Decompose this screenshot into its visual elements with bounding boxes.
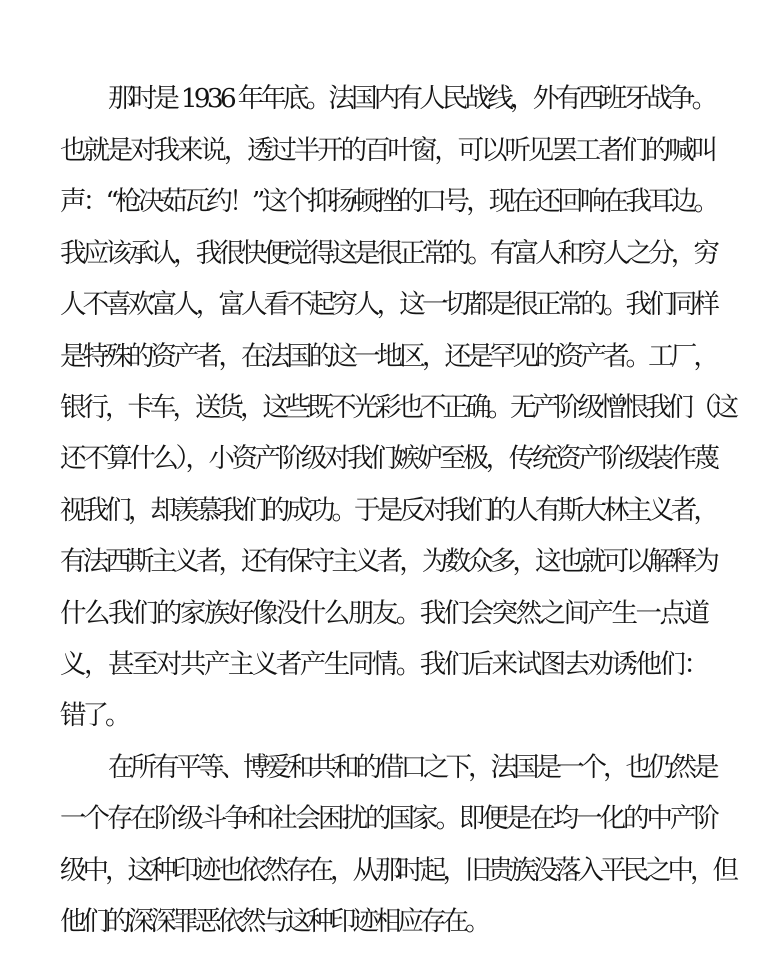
paragraph-1-line-12: 义，甚至对共产主义者产生同情。我们后来试图去劝诱他们： [60, 649, 708, 680]
paragraph-1-line-13: 错了。 [60, 700, 128, 731]
paragraph-1-line-1: 那时是 1936 年年底。法国内有人民战线，外有西班牙战争。 [108, 83, 715, 114]
paragraph-1-line-6: 是特殊的资产者，在法国的这一地区，还是罕见的资产者。工厂， [60, 341, 716, 372]
paragraph-2-line-4: 他们的深深罪恶依然与这种印迹相应存在。 [60, 906, 488, 937]
paragraph-1-line-8: 还不算什么），小资产阶级对我们嫉妒至极，传统资产阶级装作蔑 [60, 443, 717, 474]
paragraph-1-line-11: 什么我们的家族好像没什么朋友。我们会突然之间产生一点道 [60, 598, 708, 629]
paragraph-1-line-4: 我应该承认，我很快便觉得这是很正常的。有富人和穷人之分，穷 [60, 238, 716, 269]
paragraph-1-line-10: 有法西斯主义者，还有保守主义者，为数众多，这也就可以解释为 [60, 546, 716, 577]
paragraph-1-line-3: 声：“枪决茹瓦约！”这个抑扬顿挫的口号，现在还回响在我耳边。 [60, 186, 717, 217]
paragraph-2-line-1: 在所有平等、博爱和共和的借口之下，法国是一个，也仍然是 [108, 752, 716, 783]
paragraph-1-line-2: 也就是对我来说，透过半开的百叶窗，可以听见罢工者们的喊叫 [60, 135, 715, 166]
paragraph-1-line-7: 银行，卡车，送货，这些既不光彩也不正确。无产阶级憎恨我们（这 [60, 392, 735, 423]
paragraph-2-line-2: 一个存在阶级斗争和社会困扰的国家。即便是在均一化的中产阶 [60, 803, 717, 834]
paragraph-2-line-3: 级中，这种印迹也依然存在，从那时起，旧贵族没落入平民之中，但 [60, 855, 735, 886]
paragraph-1-line-5: 人不喜欢富人，富人看不起穷人，这一切都是很正常的。我们同样 [60, 289, 716, 320]
paragraph-1-line-9: 视我们，却羡慕我们的成功。于是反对我们的人有斯大林主义者， [60, 495, 716, 526]
